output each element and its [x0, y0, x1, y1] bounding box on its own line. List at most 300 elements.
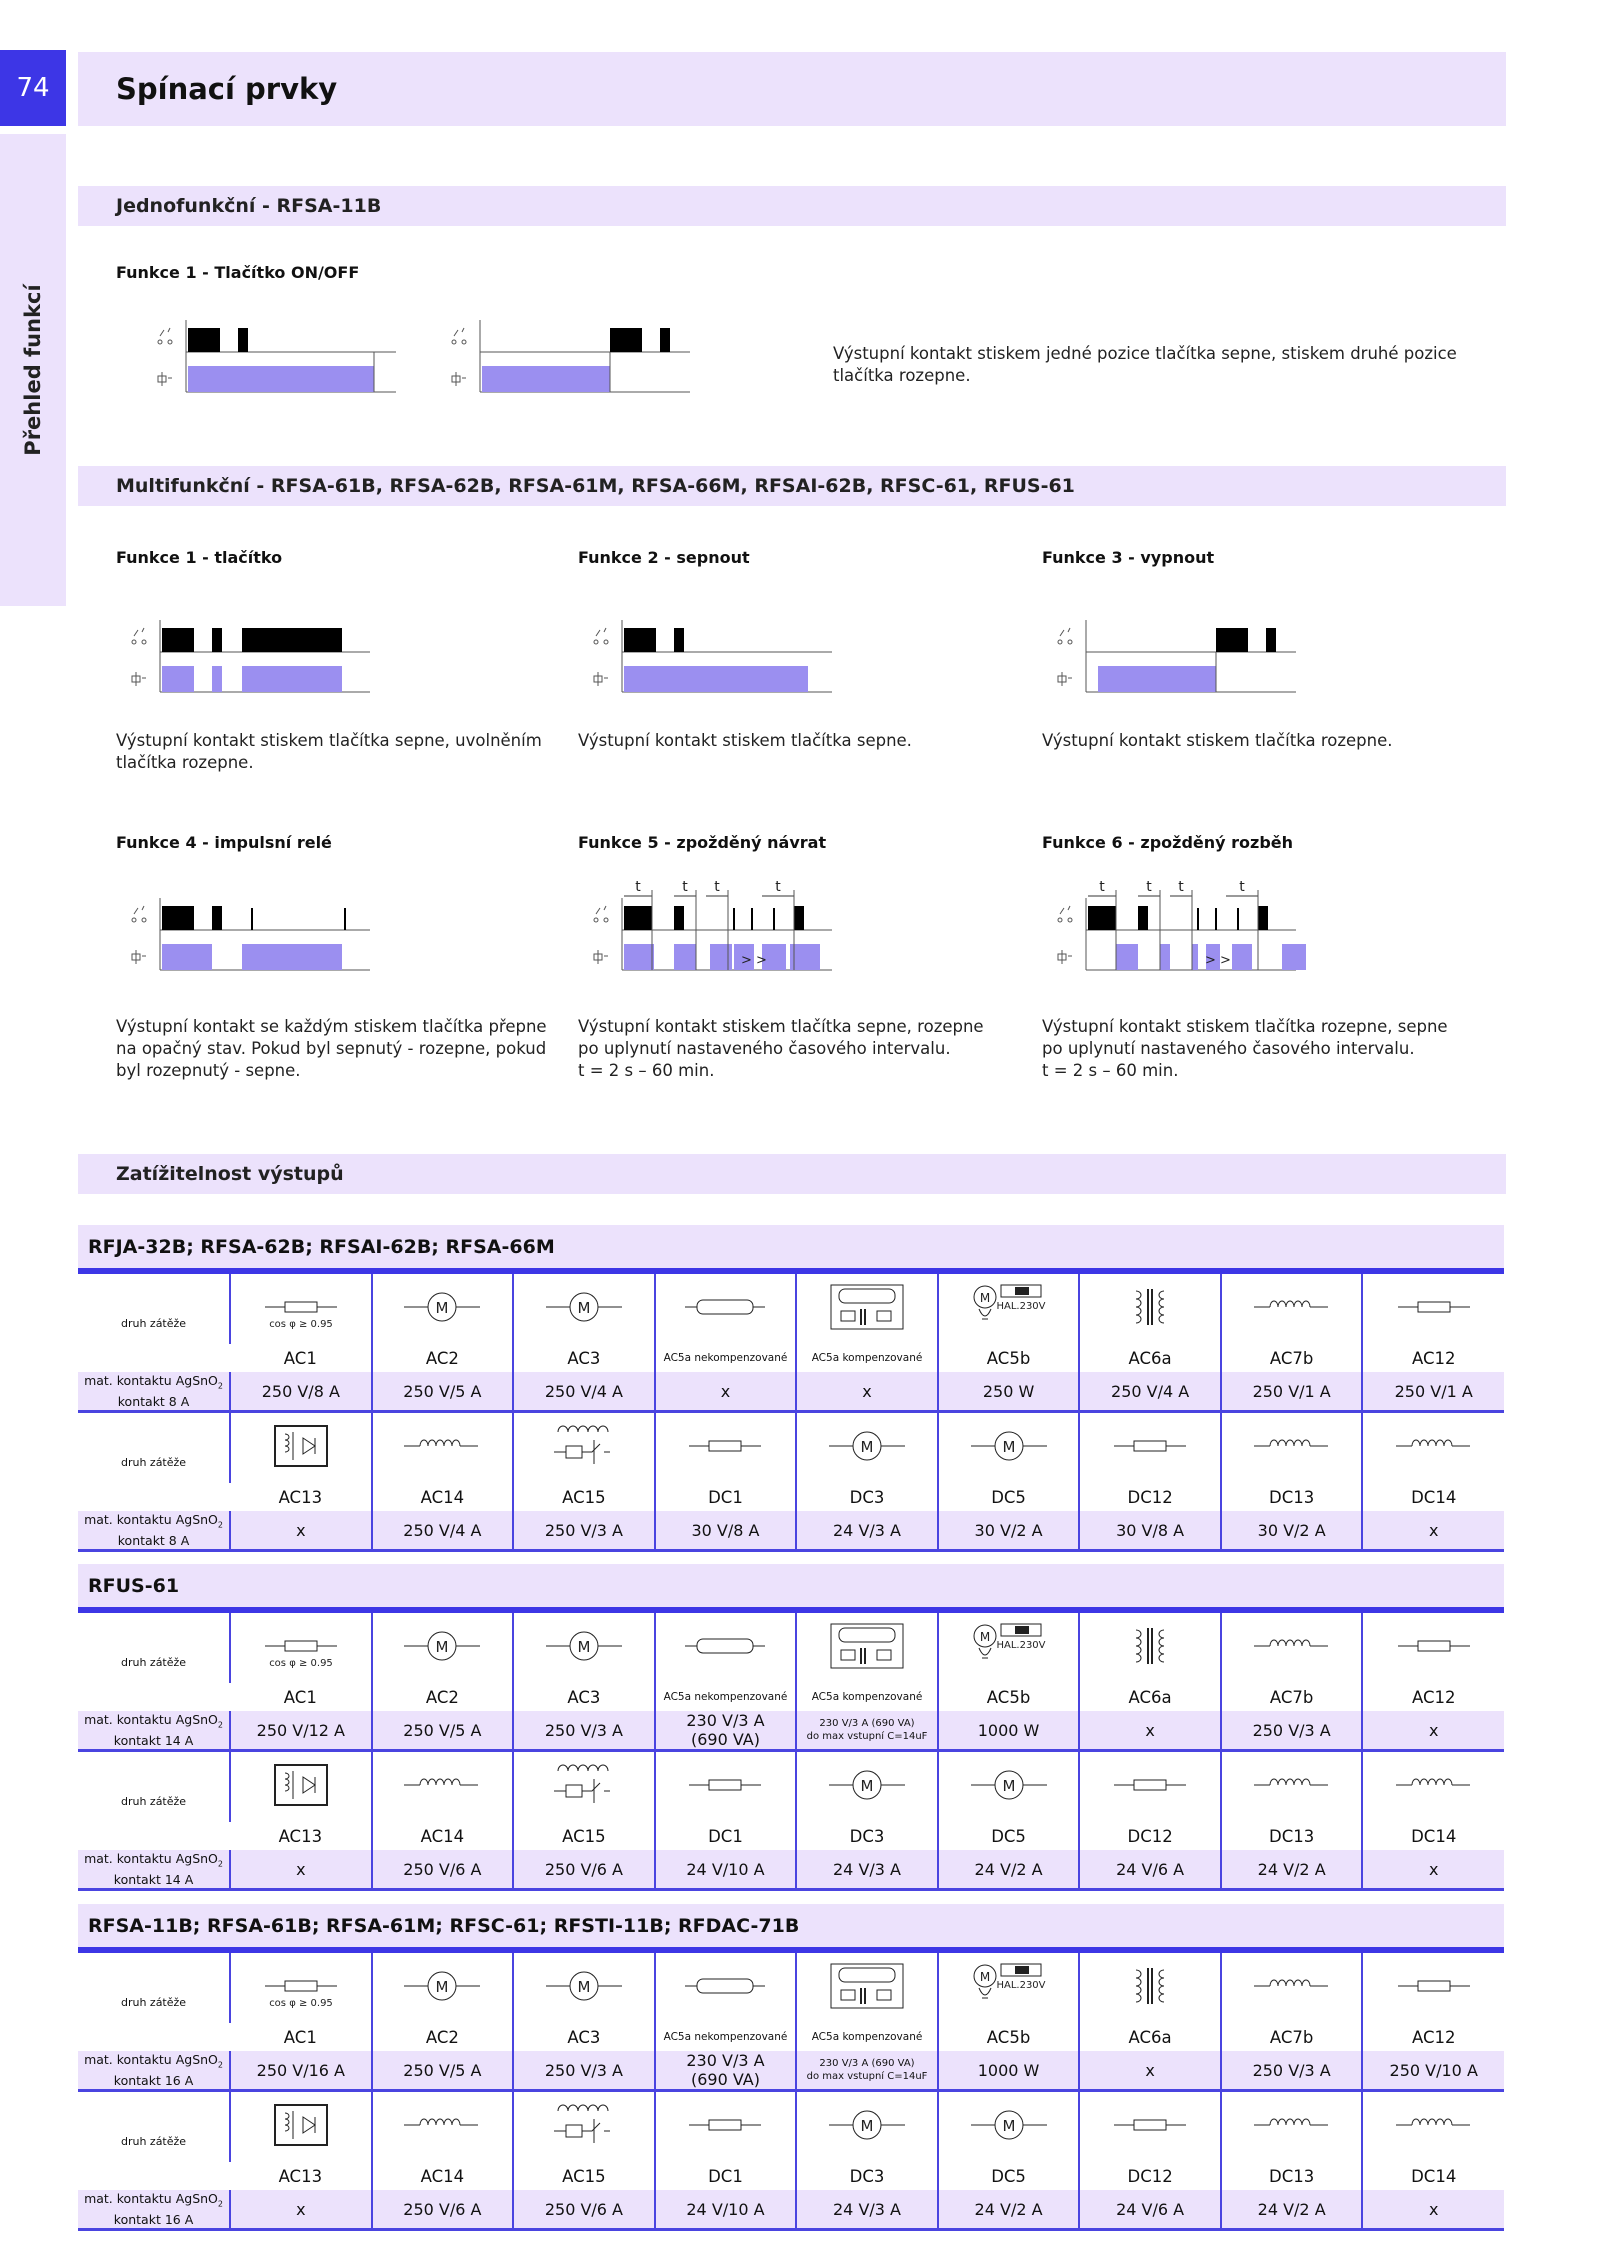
load-value: x: [1079, 2051, 1221, 2091]
input-pulse: [242, 628, 342, 652]
load-value: 24 V/10 A: [655, 2190, 797, 2230]
load-icon-cell: [513, 1274, 655, 1344]
input-pulse: [1088, 906, 1116, 930]
load-icon-cell: [1362, 1953, 1504, 2023]
load-type-label: druh zátěže: [120, 1455, 187, 1469]
output-bar: [482, 366, 610, 392]
load-category: DC5: [938, 1483, 1080, 1511]
load-value: 230 V/3 A (690 VA): [655, 2051, 797, 2091]
input-pulse: [162, 628, 194, 652]
halogen-label: HAL.230V: [996, 1301, 1046, 1312]
output-bar: [1192, 944, 1198, 970]
load-icon-cell: [938, 1953, 1080, 2023]
load-icon-cell: [1362, 2091, 1504, 2163]
halogen-lamp-icon: [949, 1958, 1069, 2018]
load-value: 24 V/2 A: [938, 2190, 1080, 2230]
load-category: AC13: [278, 2166, 323, 2186]
function-2-heading: Funkce 2 - sepnout: [578, 548, 750, 567]
load-value: 1000 W: [938, 2051, 1080, 2091]
motor-icon: [949, 1757, 1069, 1817]
load-value: x: [1362, 2190, 1504, 2230]
motor-label: M: [1002, 2117, 1016, 2135]
load-icon-cell: [1362, 1751, 1504, 1823]
timing-diagram-single-a: [116, 300, 406, 420]
inductor-icon: [1374, 1418, 1494, 1478]
load-icon-cell: [1079, 2091, 1221, 2163]
timing-diagram-function-2: [572, 600, 842, 700]
load-icon-cell: [1221, 1751, 1363, 1823]
motor-label: M: [435, 1299, 449, 1317]
button-symbol-icon: [454, 328, 464, 336]
load-value: 24 V/3 A: [796, 1511, 938, 1551]
output-bar: [1160, 944, 1170, 970]
load-value: 30 V/8 A: [1079, 1511, 1221, 1551]
cos-phi-label: cos φ ≥ 0.95: [269, 1998, 333, 2009]
input-pulse: [188, 328, 220, 352]
motor-label: M: [979, 1970, 990, 1984]
load-value: 230 V/3 A (690 VA) do max vstupní C=14uF: [796, 1711, 938, 1751]
load-value: x: [1079, 1711, 1221, 1751]
load-icon-cell: [1079, 1613, 1221, 1683]
input-pulse: [1266, 628, 1276, 652]
load-category: AC1: [283, 2027, 317, 2047]
load-icon-cell: [372, 1412, 514, 1484]
load-category: DC13: [1221, 2162, 1363, 2190]
load-type-label: druh zátěže: [120, 1655, 187, 1669]
load-icon-cell: [655, 1953, 797, 2023]
load-category: DC13: [1221, 1483, 1363, 1511]
compensated-lamp-icon: [807, 1279, 927, 1339]
transformer-icon: [1090, 1958, 1210, 2018]
cos-phi-label: cos φ ≥ 0.95: [269, 1658, 333, 1669]
load-value: x: [1362, 1850, 1504, 1890]
button-symbol-icon: [168, 340, 172, 344]
load-icon-cell: [230, 2091, 372, 2163]
inductor-icon: [1232, 1279, 1352, 1339]
page-number: 74: [0, 50, 66, 126]
load-category: AC2: [372, 2023, 514, 2051]
output-bar: [162, 944, 212, 970]
transformer-icon: [1090, 1279, 1210, 1339]
motor-icon: [807, 1418, 927, 1478]
motor-icon: [807, 2097, 927, 2157]
timing-diagram-function-4: [110, 870, 380, 980]
load-type-label: druh zátěže: [120, 1995, 187, 2009]
table-title-bar: [78, 1564, 1504, 1607]
output-bar: [188, 366, 374, 392]
input-pulse: [1138, 906, 1148, 930]
table-title-bar: [78, 1904, 1504, 1947]
delay-label: > >: [1205, 953, 1231, 968]
resistor-icon: [1374, 1958, 1494, 2018]
button-symbol-icon: [1068, 918, 1072, 922]
resistor-icon: [1090, 1757, 1210, 1817]
load-category: AC5b: [938, 1683, 1080, 1711]
load-icon-cell: [1362, 1412, 1504, 1484]
output-bar: [212, 666, 222, 692]
input-pulse: [212, 906, 222, 930]
load-table: [78, 1274, 1504, 1552]
load-value: x: [1362, 1511, 1504, 1551]
load-table: [78, 1613, 1504, 1891]
load-category: DC14: [1362, 1483, 1504, 1511]
button-symbol-icon: [132, 640, 136, 644]
load-value: x: [796, 1372, 938, 1412]
relay-symbol-icon: [1058, 672, 1072, 686]
button-symbol-icon: [142, 918, 146, 922]
load-value: 250 V/6 A: [513, 1850, 655, 1890]
inductor-icon: [1232, 1618, 1352, 1678]
interval-label: t: [1146, 879, 1152, 895]
motor-label: M: [979, 1630, 990, 1644]
output-bar: [624, 666, 808, 692]
load-category: DC14: [1362, 2162, 1504, 2190]
load-table: [78, 1953, 1504, 2231]
load-value: 30 V/2 A: [1221, 1511, 1363, 1551]
load-category: AC3: [513, 2023, 655, 2051]
section-multi: Multifunkční - RFSA-61B, RFSA-62B, RFSA-61M, RFSA-66M, RFSAI-62B, RFSC-61, RFUS-61: [78, 466, 1506, 506]
load-value: 250 V/3 A: [513, 2051, 655, 2091]
output-bar: [242, 666, 342, 692]
button-symbol-icon: [1058, 918, 1062, 922]
load-category: AC7b: [1221, 1683, 1363, 1711]
load-value: 250 V/1 A: [1362, 1372, 1504, 1412]
motor-icon: [524, 1279, 644, 1339]
inductor-icon: [382, 1418, 502, 1478]
resistor-icon: [1090, 1418, 1210, 1478]
motor-icon: [524, 1958, 644, 2018]
input-pulse: [624, 906, 652, 930]
load-value: 24 V/3 A: [796, 2190, 938, 2230]
load-value: 230 V/3 A (690 VA) do max vstupní C=14uF: [796, 2051, 938, 2091]
load-category: AC12: [1362, 2023, 1504, 2051]
button-symbol-icon: [596, 628, 606, 636]
interval-label: t: [1239, 879, 1245, 895]
load-icon-cell: [513, 2091, 655, 2163]
load-category: DC13: [1221, 1822, 1363, 1850]
halogen-lamp-icon: [949, 1279, 1069, 1339]
load-category: AC6a: [1079, 2023, 1221, 2051]
motor-label: M: [577, 1638, 591, 1656]
load-type-label: druh zátěže: [120, 1794, 187, 1808]
load-icon-cell: [230, 1613, 372, 1683]
load-value: 250 V/6 A: [513, 2190, 655, 2230]
load-type-label: druh zátěže: [120, 1316, 187, 1330]
load-icon-cell: [1079, 1412, 1221, 1484]
load-category: AC13: [278, 1487, 323, 1507]
button-symbol-icon: [134, 906, 144, 914]
button-symbol-icon: [142, 640, 146, 644]
load-category: DC1: [655, 2162, 797, 2190]
load-value: 250 V/4 A: [513, 1372, 655, 1412]
contact-material-label: mat. kontaktu AgSnO$_2$ kontakt 16 A: [78, 2051, 230, 2091]
inductor-icon: [1374, 1757, 1494, 1817]
load-icon-cell: [372, 1751, 514, 1823]
load-category: AC7b: [1221, 2023, 1363, 2051]
relay-symbol-icon: [158, 372, 172, 386]
load-category: AC15: [513, 1822, 655, 1850]
delay-label: > >: [741, 953, 767, 968]
halogen-lamp-icon: [949, 1618, 1069, 1678]
output-bar: [1232, 944, 1252, 970]
inductor-icon: [1232, 2097, 1352, 2157]
load-value: x: [230, 1850, 372, 1890]
interval-label: t: [1178, 879, 1184, 895]
button-symbol-icon: [604, 640, 608, 644]
load-category: AC1: [283, 1687, 317, 1707]
load-value: 24 V/2 A: [1221, 2190, 1363, 2230]
function-4-heading: Funkce 4 - impulsní relé: [116, 833, 332, 852]
load-value: x: [655, 1372, 797, 1412]
load-icon-cell: [1221, 1412, 1363, 1484]
load-type-label: druh zátěže: [120, 2134, 187, 2148]
input-pulse: [212, 628, 222, 652]
load-icon-cell: [655, 1412, 797, 1484]
interval-label: t: [682, 879, 688, 895]
button-symbol-icon: [132, 918, 136, 922]
timing-diagram-function-5: [572, 870, 842, 980]
button-symbol-icon: [1068, 640, 1072, 644]
fluorescent-lamp-icon: [665, 1618, 785, 1678]
motor-label: M: [979, 1291, 990, 1305]
output-bar: [162, 666, 194, 692]
load-icon-cell: [513, 1613, 655, 1683]
motor-label: M: [860, 1438, 874, 1456]
halogen-label: HAL.230V: [996, 1640, 1046, 1651]
motor-label: M: [435, 1978, 449, 1996]
load-category: AC5a kompenzované: [796, 1683, 938, 1711]
inductor-icon: [1374, 2097, 1494, 2157]
input-pulse: [238, 328, 248, 352]
function-1-description: Výstupní kontakt stiskem tlačítka sepne, uvolněním tlačítka rozepne.: [116, 731, 542, 772]
timing-diagram-function-3: [1036, 600, 1306, 700]
load-icon-cell: [796, 1751, 938, 1823]
relay-symbol-icon: [594, 672, 608, 686]
function-1-heading: Funkce 1 - tlačítko: [116, 548, 283, 567]
load-value: 250 V/3 A: [1221, 2051, 1363, 2091]
output-bar: [674, 944, 696, 970]
load-category: DC5: [938, 2162, 1080, 2190]
table-title: RFJA-32B; RFSA-62B; RFSAI-62B; RFSA-66M: [88, 1236, 555, 1258]
load-icon-cell: [655, 1274, 797, 1344]
load-value: 1000 W: [938, 1711, 1080, 1751]
load-icon-cell: [796, 1274, 938, 1344]
load-category: AC12: [1362, 1683, 1504, 1711]
load-value: 250 V/6 A: [372, 1850, 514, 1890]
contact-material-label: mat. kontaktu AgSnO$_2$ kontakt 14 A: [78, 1711, 230, 1751]
load-value: 30 V/8 A: [655, 1511, 797, 1551]
load-category: AC12: [1362, 1344, 1504, 1372]
load-category: AC14: [372, 1822, 514, 1850]
function-5-heading: Funkce 5 - zpožděný návrat: [578, 833, 827, 852]
load-icon-cell: [655, 1613, 797, 1683]
timing-diagram-single-b: [410, 300, 710, 420]
section-load: Zatížitelnost výstupů: [78, 1154, 1506, 1194]
motor-icon: [382, 1958, 502, 2018]
motor-icon: [949, 1418, 1069, 1478]
load-category: AC3: [513, 1344, 655, 1372]
function-3-description: Výstupní kontakt stiskem tlačítka rozepne.: [1042, 731, 1393, 750]
function-6-description: Výstupní kontakt stiskem tlačítka rozepne, sepne po uplynutí nastaveného časového intervalu. t = 2 s – 60 min.: [1042, 1017, 1448, 1080]
compensated-lamp-icon: [807, 1958, 927, 2018]
load-value: 24 V/6 A: [1079, 1850, 1221, 1890]
button-symbol-icon: [604, 918, 608, 922]
load-category: DC12: [1079, 2162, 1221, 2190]
input-pulse: [1258, 906, 1268, 930]
load-value: 24 V/10 A: [655, 1850, 797, 1890]
load-icon-cell: [1221, 1274, 1363, 1344]
load-value: 250 V/1 A: [1221, 1372, 1363, 1412]
load-value: 24 V/2 A: [938, 1850, 1080, 1890]
load-category: DC14: [1362, 1822, 1504, 1850]
load-category: DC12: [1079, 1483, 1221, 1511]
resistor-icon: [241, 1279, 361, 1339]
contactor-coil-icon: [524, 1757, 644, 1817]
function-6-heading: Funkce 6 - zpožděný rozběh: [1042, 833, 1294, 852]
function-2-description: Výstupní kontakt stiskem tlačítka sepne.: [578, 731, 912, 750]
load-value: 250 V/4 A: [372, 1511, 514, 1551]
motor-label: M: [860, 1777, 874, 1795]
motor-label: M: [577, 1299, 591, 1317]
rectifier-icon: [241, 1418, 361, 1478]
motor-icon: [949, 2097, 1069, 2157]
inductor-icon: [1232, 1418, 1352, 1478]
load-icon-cell: [372, 1274, 514, 1344]
button-symbol-icon: [158, 340, 162, 344]
function-4-description: Výstupní kontakt se každým stiskem tlačítka přepne na opačný stav. Pokud byl sepnutý - rozepne, pokud byl rozepnutý - sepne.: [116, 1017, 547, 1080]
load-icon-cell: [230, 1274, 372, 1344]
load-value: 250 V/3 A: [513, 1711, 655, 1751]
input-pulse: [624, 628, 656, 652]
rectifier-icon: [241, 1757, 361, 1817]
interval-label: t: [1099, 879, 1105, 895]
load-icon-cell: [1221, 1953, 1363, 2023]
motor-label: M: [435, 1638, 449, 1656]
output-bar: [1282, 944, 1306, 970]
load-icon-cell: [513, 1751, 655, 1823]
load-value: x: [230, 2190, 372, 2230]
resistor-icon: [241, 1618, 361, 1678]
relay-symbol-icon: [132, 672, 146, 686]
motor-icon: [524, 1618, 644, 1678]
table-title: RFSA-11B; RFSA-61B; RFSA-61M; RFSC-61; RFSTI-11B; RFDAC-71B: [88, 1915, 800, 1937]
output-bar: [1116, 944, 1138, 970]
load-category: AC7b: [1221, 1344, 1363, 1372]
contact-material-label: mat. kontaktu AgSnO$_2$ kontakt 8 A: [78, 1372, 230, 1412]
interval-label: t: [635, 879, 641, 895]
load-value: 250 V/4 A: [1079, 1372, 1221, 1412]
button-symbol-icon: [1058, 640, 1062, 644]
input-pulse: [660, 328, 670, 352]
button-symbol-icon: [594, 918, 598, 922]
motor-label: M: [860, 2117, 874, 2135]
cos-phi-label: cos φ ≥ 0.95: [269, 1319, 333, 1330]
load-value: 250 V/6 A: [372, 2190, 514, 2230]
load-category: AC1: [283, 1348, 317, 1368]
resistor-icon: [665, 1418, 785, 1478]
relay-symbol-icon: [132, 950, 146, 964]
load-value: 30 V/2 A: [938, 1511, 1080, 1551]
inductor-icon: [382, 2097, 502, 2157]
load-category: AC6a: [1079, 1344, 1221, 1372]
load-icon-cell: [938, 1412, 1080, 1484]
load-value: x: [230, 1511, 372, 1551]
load-category: DC3: [796, 2162, 938, 2190]
load-category: AC13: [278, 1826, 323, 1846]
load-value: 24 V/2 A: [1221, 1850, 1363, 1890]
load-icon-cell: [1079, 1274, 1221, 1344]
load-icon-cell: [513, 1412, 655, 1484]
inductor-icon: [1232, 1757, 1352, 1817]
load-icon-cell: [1221, 1613, 1363, 1683]
timing-diagram-function-6: [1036, 870, 1306, 980]
load-icon-cell: [938, 1613, 1080, 1683]
load-value: 250 V/16 A: [230, 2051, 372, 2091]
load-value: 250 V/5 A: [372, 2051, 514, 2091]
load-icon-cell: [938, 1751, 1080, 1823]
load-icon-cell: [1079, 1751, 1221, 1823]
inductor-icon: [382, 1757, 502, 1817]
input-pulse: [1216, 628, 1248, 652]
load-category: AC5a nekompenzované: [655, 1344, 797, 1372]
load-category: DC12: [1079, 1822, 1221, 1850]
button-symbol-icon: [452, 340, 456, 344]
output-bar: [624, 944, 654, 970]
load-value: 250 W: [938, 1372, 1080, 1412]
button-symbol-icon: [596, 906, 606, 914]
table-title: RFUS-61: [88, 1575, 180, 1597]
button-symbol-icon: [462, 340, 466, 344]
load-value: x: [1362, 1711, 1504, 1751]
page-title-bar: [78, 52, 1506, 126]
load-category: DC3: [796, 1822, 938, 1850]
load-category: DC1: [655, 1483, 797, 1511]
table-title-bar: [78, 1225, 1504, 1268]
input-pulse: [674, 628, 684, 652]
load-icon-cell: [372, 1953, 514, 2023]
load-category: AC5a kompenzované: [796, 1344, 938, 1372]
load-category: AC2: [372, 1683, 514, 1711]
resistor-icon: [665, 1757, 785, 1817]
button-symbol-icon: [1060, 906, 1070, 914]
load-value: 24 V/6 A: [1079, 2190, 1221, 2230]
input-pulse: [794, 906, 804, 930]
contactor-coil-icon: [524, 1418, 644, 1478]
contact-material-label: mat. kontaktu AgSnO$_2$ kontakt 14 A: [78, 1850, 230, 1890]
input-pulse: [162, 906, 194, 930]
load-category: AC6a: [1079, 1683, 1221, 1711]
load-category: DC3: [796, 1483, 938, 1511]
motor-icon: [382, 1279, 502, 1339]
compensated-lamp-icon: [807, 1618, 927, 1678]
input-pulse: [674, 906, 684, 930]
load-icon-cell: [1221, 2091, 1363, 2163]
load-category: AC15: [513, 1483, 655, 1511]
load-category: AC14: [372, 1483, 514, 1511]
load-value: 24 V/3 A: [796, 1850, 938, 1890]
load-category: AC3: [513, 1683, 655, 1711]
timing-diagram-function-1: [110, 600, 380, 700]
load-category: AC5a nekompenzované: [655, 2023, 797, 2051]
load-category: AC5a kompenzované: [796, 2023, 938, 2051]
load-icon-cell: [1362, 1274, 1504, 1344]
load-icon-cell: [938, 1274, 1080, 1344]
load-icon-cell: [230, 1751, 372, 1823]
load-icon-cell: [372, 1613, 514, 1683]
inductor-icon: [1232, 1958, 1352, 2018]
fluorescent-lamp-icon: [665, 1279, 785, 1339]
load-category: AC14: [372, 2162, 514, 2190]
